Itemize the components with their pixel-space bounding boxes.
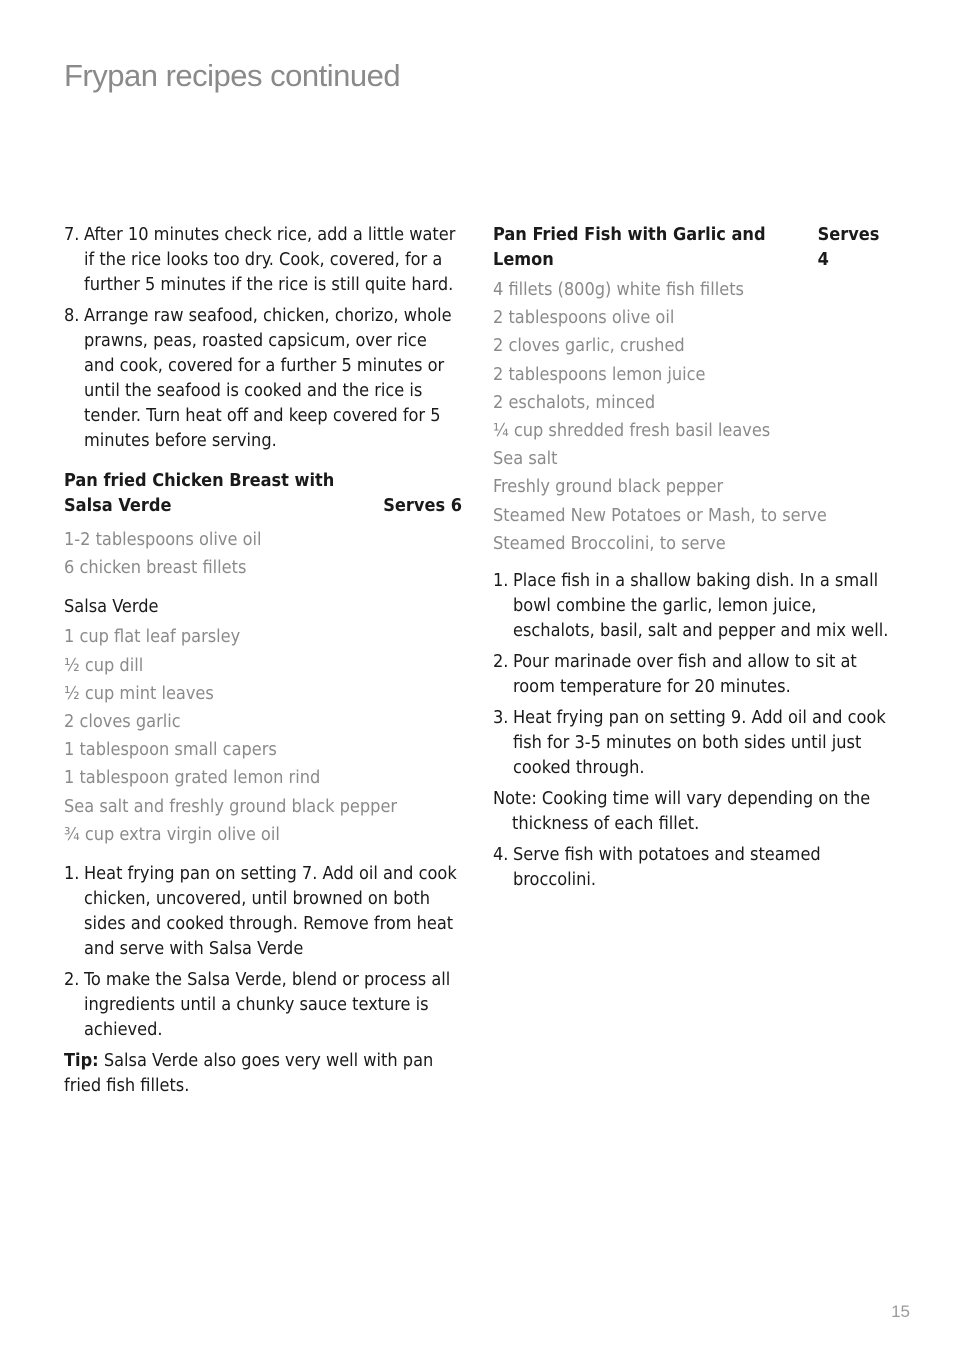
ingredient-item: Steamed New Potatoes or Mash, to serve	[493, 504, 827, 526]
ingredient-item: 1 tablespoon grated lemon rind	[64, 767, 321, 789]
step-text: Heat frying pan on setting 7. Add oil and cook chicken, uncovered, until browned on both sides and cooked through. Remove from heat and serve with Salsa Verde	[84, 863, 457, 960]
step-number: 2.	[64, 969, 80, 991]
method-step	[64, 967, 462, 1042]
ingredient-item: 2 tablespoons lemon juice	[493, 363, 706, 385]
step-number: 1.	[64, 863, 80, 885]
step-number: 3.	[493, 707, 509, 729]
step-number: 7.	[64, 224, 80, 245]
fish-method	[493, 568, 893, 892]
ingredient-item: 2 tablespoons olive oil	[493, 307, 675, 329]
fish-recipe-heading	[493, 222, 893, 272]
ingredient-item: Sea salt and freshly ground black pepper	[64, 795, 398, 817]
chicken-method	[64, 861, 462, 1042]
step-text: Pour marinade over fish and allow to sit at room temperature for 20 minutes.	[513, 651, 857, 698]
ingredient-item: ¼ cup shredded fresh basil leaves	[493, 420, 771, 442]
step-text: Place fish in a shallow baking dish. In a small bowl combine the garlic, lemon juice, eschalots, basil, salt and pepper and mix well.	[513, 570, 889, 642]
method-step	[64, 303, 462, 453]
left-column	[64, 222, 462, 1098]
method-step	[64, 222, 462, 297]
cooking-note: Note: Cooking time will vary depending on the thickness of each fillet.	[493, 788, 871, 835]
ingredient-item: Steamed Broccolini, to serve	[493, 532, 726, 554]
right-column	[493, 222, 893, 898]
step-text: To make the Salsa Verde, blend or process all ingredients until a chunky sauce texture is achieved.	[84, 969, 451, 1041]
serves-label: Serves 6	[383, 495, 462, 516]
ingredient-list	[64, 526, 462, 582]
ingredient-item: ½ cup dill	[64, 654, 144, 676]
ingredient-item: 2 cloves garlic	[64, 711, 181, 733]
tip-label: Tip:	[64, 1050, 99, 1072]
ingredient-list	[493, 276, 893, 558]
method-step	[493, 705, 893, 780]
ingredient-item: 1 cup flat leaf parsley	[64, 626, 241, 648]
chicken-recipe-heading	[64, 468, 462, 518]
step-text: Arrange raw seafood, chicken, chorizo, whole prawns, peas, roasted capsicum, over rice and cook, covered for a further 5 minutes or until the seafood is cooked and the rice is tender. Turn heat off and keep covered for 5 minutes before serving.	[84, 305, 452, 451]
ingredient-item: 1 tablespoon small capers	[64, 739, 277, 761]
ingredient-item: 2 eschalots, minced	[493, 391, 656, 413]
method-step	[64, 861, 462, 961]
step-number: 8.	[64, 305, 80, 326]
tip-paragraph	[64, 1048, 462, 1098]
ingredient-item: ¾ cup extra virgin olive oil	[64, 823, 280, 845]
ingredient-item: 6 chicken breast fillets	[64, 557, 247, 579]
ingredient-item: ½ cup mint leaves	[64, 682, 214, 704]
step-number: 4.	[493, 844, 509, 866]
method-step	[493, 842, 893, 892]
page-number: 15	[891, 1302, 910, 1321]
serves-label: Serves 4	[817, 224, 880, 270]
step-text: After 10 minutes check rice, add a little water if the rice looks too dry. Cook, covered, for a further 5 minutes if the rice is still quite hard.	[84, 224, 456, 295]
step-text: Serve fish with potatoes and steamed broccolini.	[513, 844, 821, 891]
salsa-ingredient-list	[64, 623, 462, 849]
ingredient-item: Freshly ground black pepper	[493, 476, 724, 498]
tip-text: Salsa Verde also goes very well with pan fried fish fillets.	[64, 1050, 434, 1097]
recipe-title: Pan Fried Fish with Garlic and Lemon	[493, 224, 766, 270]
ingredient-item: 4 fillets (800g) white fish fillets	[493, 279, 744, 300]
method-step	[493, 649, 893, 699]
step-text: Heat frying pan on setting 9. Add oil and cook fish for 3-5 minutes on both sides until just cooked through.	[513, 707, 886, 779]
recipe-title-row	[64, 493, 462, 518]
salsa-verde-heading: Salsa Verde	[64, 596, 159, 618]
recipe-title-line-1: Pan fried Chicken Breast with	[64, 470, 335, 491]
step-number: 1.	[493, 570, 509, 592]
ingredient-item: 1-2 tablespoons olive oil	[64, 529, 262, 550]
step-number: 2.	[493, 651, 509, 673]
recipe-title-line-2: Salsa Verde	[64, 495, 172, 516]
ingredient-item: Sea salt	[493, 448, 558, 470]
page-title: Frypan recipes continued	[64, 58, 401, 93]
method-step	[493, 568, 893, 643]
ingredient-item: 2 cloves garlic, crushed	[493, 335, 685, 357]
